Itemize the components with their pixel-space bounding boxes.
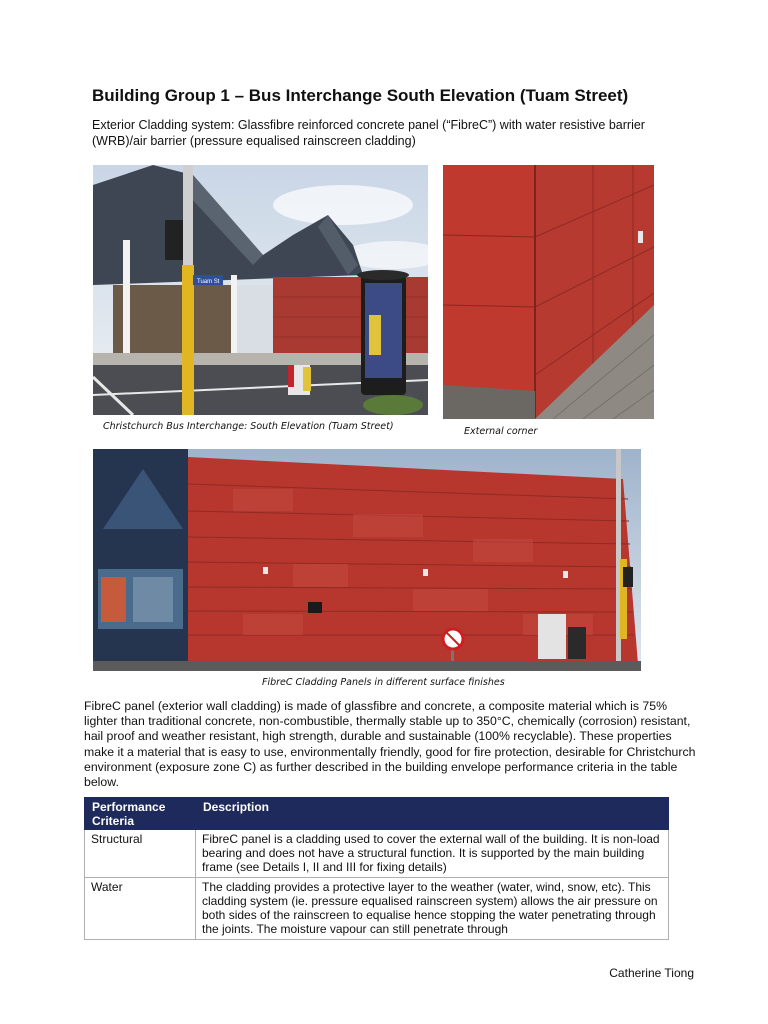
header-performance-criteria: Performance Criteria: [85, 798, 196, 830]
author-footer: Catherine Tiong: [609, 966, 694, 980]
header-description: Description: [196, 798, 669, 830]
description-cell: The cladding provides a protective layer to the weather (water, wind, snow, etc). This cladding system (ie. pressure equalised rainscreen system) allows the air pressure on both sides of the rainscreen to equalise hence stopping the water penetrating through the joints. The moisture vapour can still penetrate through: [196, 878, 669, 940]
page-title: Building Group 1 – Bus Interchange South Elevation (Tuam Street): [92, 86, 629, 105]
body-paragraph: FibreC panel (exterior wall cladding) is made of glassfibre and concrete, a composite material which is 75% lighter than traditional concrete, non-combustible, thermally stable up to 350°C, chemically (corrosion) resistant, hail proof and weather resistant, high strength, durable and sustainable (100% recyclable). These properties make it a material that is easy to use, environmentally friendly, good for fire protection, desirable for Christchurch environment (exposure zone C) as further described in the building envelope performance criteria in the table below.: [84, 699, 696, 790]
street-sign-label: Tuam St: [197, 279, 220, 285]
performance-table: [84, 797, 669, 940]
cladding-panels-photo: [93, 449, 641, 671]
description-cell: FibreC panel is a cladding used to cover the external wall of the building. It is non-load bearing and does not have a structural function. It is supported by the main building frame (see Details I, II and III for fixing details): [196, 830, 669, 878]
criteria-cell: Structural: [85, 830, 196, 878]
table-row: [85, 878, 669, 940]
bus-interchange-caption: Christchurch Bus Interchange: South Elevation (Tuam Street): [103, 421, 394, 432]
external-corner-photo: [443, 165, 654, 419]
criteria-cell: Water: [85, 878, 196, 940]
external-corner-caption: External corner: [464, 426, 538, 437]
table-header-row: [85, 798, 669, 830]
intro-paragraph: Exterior Cladding system: Glassfibre reinforced concrete panel (“FibreC”) with water resistive barrier (WRB)/air barrier (pressure equalised rainscreen cladding): [92, 118, 645, 148]
bus-interchange-photo: [93, 165, 428, 415]
table-row: [85, 830, 669, 878]
cladding-caption: FibreC Cladding Panels in different surface finishes: [262, 677, 505, 688]
